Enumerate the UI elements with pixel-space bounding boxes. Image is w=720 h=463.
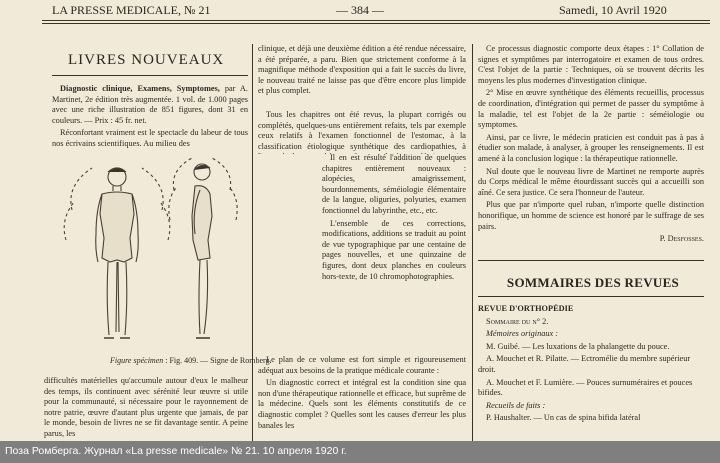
middle-p4: L'ensemble de ces corrections, modifications, additions se traduit au point de vue typographique par une centaine de pages nouvelles, et une quinzaine de figures, dont deux planches en couleurs hors-texte, de 10 chromophotographies.: [322, 218, 466, 281]
revues-rule-top: [478, 260, 704, 261]
middle-p3: Il en est résulté l'addition de quelques chapitres entièrement nouveaux : alopécies, amaigrissement, bourdonnements, séméiologie élémentaire de la langue, oliguries, polyuries, examen fonctionnel du labyrinthe, etc., etc.: [322, 153, 466, 215]
recueils-label: Recueils de faits :: [486, 400, 546, 410]
title-underline: [52, 75, 248, 76]
journal-title: LA PRESSE MEDICALE, № 21: [52, 3, 211, 17]
right-p2: 2° Mise en œuvre synthétique des éléments recueillis, processus de coordination, d'intégration qui permet de passer du symptôme à la maladie, tel est l'objet de la 2e partie : séméiologie ou symptomes.: [478, 88, 704, 130]
memoire-2: A. Mouchet et R. Pilatte. — Ectromélie du membre supérieur droit.: [478, 354, 691, 374]
middle-narrow-block: [322, 153, 466, 353]
memoire-3: A. Mouchet et F. Lumière. — Pouces surnuméraires et pouces bifides.: [478, 377, 693, 398]
right-col-review: [478, 44, 704, 248]
middle-p2: Tous les chapitres ont été revus, la plupart corrigés ou complétés, quelques-uns entièrement refaits, tels par exemple ceux relatifs à l'examen fonctionnel de l'estomac, à la classification étiologique synthétique des cardiopathies, à: [258, 110, 466, 151]
section-title-livres-nouveaux: LIVRES NOUVEAUX: [68, 52, 225, 68]
header-rule-2: [42, 23, 710, 24]
column-divider-1: [252, 44, 253, 441]
photo-caption-bar: [0, 441, 720, 463]
page-header: [0, 0, 720, 20]
middle-p5: Le plan de ce volume est fort simple et rigoureusement adéquat aux besoins de la pratique médicale courante :: [258, 355, 466, 375]
right-p1: Ce processus diagnostic comporte deux étapes : 1° Collation de signes et symptômes par interrogatoire et examen de tous ordres. C'est l'objet de la partie : Techniques, où se trouvent décrits les moyens les plus modernes d'investigation clinique.: [478, 44, 704, 85]
photo-caption-text: Поза Ромберга. Журнал «La presse medicale» № 21. 10 апреля 1920 г.: [5, 445, 347, 457]
column-divider-2: [472, 44, 473, 441]
middle-bottom-block: [258, 355, 466, 441]
header-rule: [42, 20, 710, 21]
right-p5: Plus que par n'importe quel ruban, n'importe quelle distinction honorifique, un homme de science est honoré par le suffrage de ses pairs.: [478, 200, 704, 231]
middle-p6: Un diagnostic correct et intégral est la condition sine qua non d'une thérapeutique rationnelle et efficace, but suprême de la médecine. Quels sont les éléments constitutifs de ce diagnostic complet ? Quelles sont les causes d'erreur les plus banales les: [258, 378, 466, 430]
issue-date: Samedi, 10 Avril 1920: [559, 3, 667, 17]
middle-p1: clinique, et déjà une deuxième édition a été rendue nécessaire, a été préparée, a paru. Bien que strictement conforme à la magnifique méthode d'exposition qui a fait le succès du livre, le nouveau traité ne laisse pas que d'être encore plus limpide et plus complet.: [258, 44, 466, 96]
right-p4: Nul doute que le nouveau livre de Martinet ne remporte auprès du Corps médical le même étourdissant succès qui a accueilli son aîné. Ce sera justice. Ce sera l'honneur de l'auteur.: [478, 166, 704, 197]
figure-caption: [110, 356, 272, 365]
romberg-figure: [52, 150, 248, 355]
section-title-sommaires: SOMMAIRES DES REVUES: [506, 275, 680, 290]
page-number: — 384 —: [336, 3, 384, 17]
revues-list: [478, 304, 704, 441]
sommaire-label: Sommaire du n° 2.: [486, 316, 549, 326]
left-bottom-text: difficultés matérielles qu'accumule autour d'eux le malheur des temps, ils continuent avec sérénité leur œuvre si utile pour la communauté, si nécessaire pour le rayonnement de notre patrie, œuvre d'autant plus urgente que jamais, de par le monde, besoin de livres ne se fit davantage sentir. A peine parus, les: [44, 376, 248, 438]
revue-name: REVUE D'ORTHOPÉDIE: [478, 304, 574, 313]
middle-p2-block: [258, 110, 466, 154]
memoires-label: Mémoires originaux :: [486, 329, 559, 339]
book-review-intro: [52, 84, 248, 156]
signature: P. Desfosses.: [659, 234, 704, 244]
revues-rule-bottom: [478, 296, 704, 297]
middle-col-top: [258, 44, 466, 106]
figure-caption-label: Figure spécimen: [110, 356, 164, 365]
recueil-1: P. Haushalter. — Un cas de spina bifida latéral: [486, 413, 641, 423]
book-info: par A. Martinet, 2e édition très augmentée. 1 vol. de 1.000 pages avec une riche illustration de 851 figures, dont 31 en couleurs. — Prix : 45 fr. net.: [52, 84, 248, 125]
right-p3: Ainsi, par ce livre, le médecin praticien est conduit pas à pas à étudier son malade, à analyser, à grouper les renseignements. Il est amené à la conclusion logique : la thérapeutique rationnelle.: [478, 132, 704, 163]
memoire-1: M. Guibé. — Les luxations de la phalangette du pouce.: [486, 341, 670, 351]
figure-caption-text: : Fig. 409. — Signe de Romberg.: [165, 356, 272, 365]
book-title: Diagnostic clinique, Examens, Symptomes,: [60, 84, 220, 93]
intro-text: Réconfortant vraiment est le spectacle du labeur de tous nos écrivains scientifiques. Au milieu des: [52, 128, 248, 148]
